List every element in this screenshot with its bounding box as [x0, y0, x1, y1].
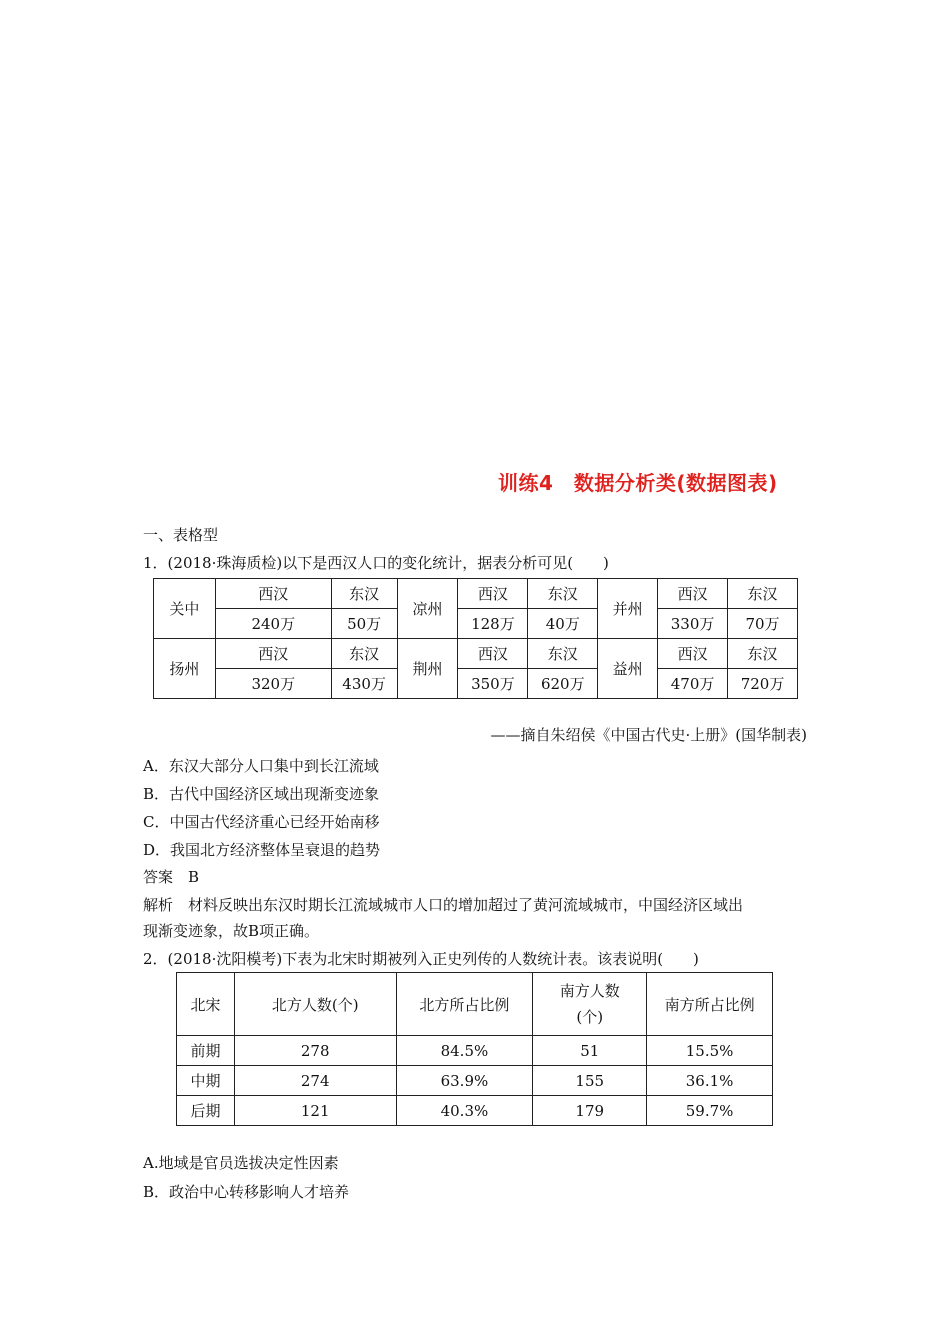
table-cell: 36.1%	[647, 1066, 773, 1096]
value-cell: 430万	[331, 669, 397, 699]
value-cell: 470万	[658, 669, 728, 699]
table-cell: 后期	[177, 1096, 235, 1126]
value-cell: 320万	[215, 669, 331, 699]
table-header-row	[177, 973, 773, 1036]
table-cell: 59.7%	[647, 1096, 773, 1126]
header-cell: 西汉	[215, 639, 331, 669]
table-cell: 278	[234, 1036, 396, 1066]
value-cell: 40万	[528, 609, 598, 639]
option-c: C．中国古代经济重心已经开始南移	[143, 813, 380, 831]
header-cell: 东汉	[728, 639, 798, 669]
header-cell: 西汉	[458, 579, 528, 609]
header-cell: 东汉	[331, 639, 397, 669]
table-source: ——摘自朱绍侯《中国古代史·上册》(国华制表)	[490, 726, 807, 744]
table-row	[154, 609, 798, 639]
option-b: B．古代中国经济区域出现渐变迹象	[143, 785, 380, 803]
table-cell: 121	[234, 1096, 396, 1126]
q2-option-a: A.地域是官员选拔决定性因素	[143, 1154, 339, 1172]
header-cell: 北宋	[177, 973, 235, 1036]
header-cell: 北方所占比例	[396, 973, 533, 1036]
header-cell: 西汉	[215, 579, 331, 609]
header-cell: 西汉	[458, 639, 528, 669]
song-biography-table	[176, 972, 773, 1126]
question-2-stem: 2．(2018·沈阳模考)下表为北宋时期被列入正史列传的人数统计表。该表说明( )	[143, 950, 699, 968]
table-cell: 40.3%	[396, 1096, 533, 1126]
header-cell: 北方人数(个)	[234, 973, 396, 1036]
table-row	[154, 639, 798, 669]
option-d: D．我国北方经济整体呈衰退的趋势	[143, 841, 381, 859]
value-cell: 330万	[658, 609, 728, 639]
table-cell: 179	[533, 1096, 647, 1126]
q2-option-b: B．政治中心转移影响人才培养	[143, 1183, 350, 1201]
header-cell: 西汉	[658, 639, 728, 669]
table-cell: 63.9%	[396, 1066, 533, 1096]
table-cell: 15.5%	[647, 1036, 773, 1066]
table-cell: 51	[533, 1036, 647, 1066]
value-cell: 350万	[458, 669, 528, 699]
page-title: 训练4 数据分析类(数据图表)	[498, 471, 778, 495]
table-cell: 中期	[177, 1066, 235, 1096]
region-cell: 并州	[598, 579, 658, 639]
region-cell: 关中	[154, 579, 216, 639]
table-cell: 84.5%	[396, 1036, 533, 1066]
header-cell: 南方所占比例	[647, 973, 773, 1036]
header-cell: 西汉	[658, 579, 728, 609]
table-row	[154, 579, 798, 609]
option-a: A．东汉大部分人口集中到长江流域	[143, 757, 379, 775]
table-row	[177, 1036, 773, 1066]
value-cell: 620万	[528, 669, 598, 699]
value-cell: 128万	[458, 609, 528, 639]
table-row	[177, 1096, 773, 1126]
question-1-stem: 1．(2018·珠海质检)以下是西汉人口的变化统计，据表分析可见( )	[143, 554, 609, 572]
header-cell: 东汉	[528, 579, 598, 609]
analysis-line-1: 解析 材料反映出东汉时期长江流域城市人口的增加超过了黄河流域城市，中国经济区域出	[143, 896, 744, 914]
header-cell: 东汉	[728, 579, 798, 609]
population-table	[153, 578, 798, 699]
table-row	[177, 1066, 773, 1096]
value-cell: 720万	[728, 669, 798, 699]
header-cell: 东汉	[528, 639, 598, 669]
value-cell: 70万	[728, 609, 798, 639]
header-cell: 南方人数(个)	[533, 973, 647, 1036]
section-heading: 一、表格型	[143, 526, 219, 544]
region-cell: 益州	[598, 639, 658, 699]
region-cell: 扬州	[154, 639, 216, 699]
table-cell: 前期	[177, 1036, 235, 1066]
table-row	[154, 669, 798, 699]
header-cell: 东汉	[331, 579, 397, 609]
value-cell: 240万	[215, 609, 331, 639]
analysis-line-2: 现渐变迹象，故B项正确。	[143, 922, 320, 940]
value-cell: 50万	[331, 609, 397, 639]
answer: 答案 B	[143, 868, 200, 886]
table-cell: 274	[234, 1066, 396, 1096]
region-cell: 凉州	[397, 579, 458, 639]
region-cell: 荆州	[397, 639, 458, 699]
table-cell: 155	[533, 1066, 647, 1096]
